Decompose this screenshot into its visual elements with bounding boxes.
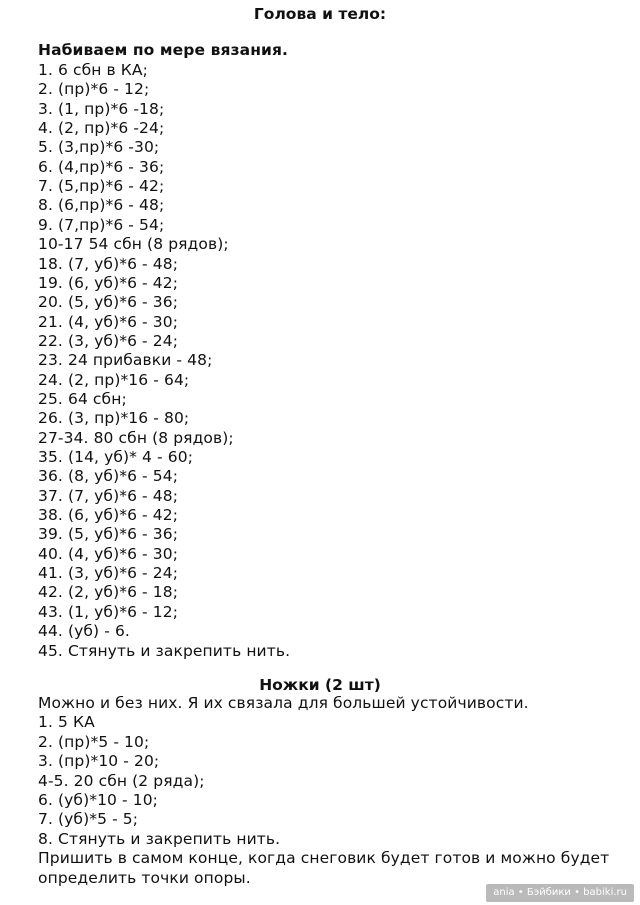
pattern-row: 40. (4, уб)*6 - 30; bbox=[38, 544, 179, 563]
pattern-row: 20. (5, уб)*6 - 36; bbox=[38, 293, 179, 312]
pattern-row: 22. (3, уб)*6 - 24; bbox=[38, 331, 179, 350]
legs-pattern-row: 1. 5 КА bbox=[38, 713, 95, 732]
pattern-row: 19. (6, уб)*6 - 42; bbox=[38, 273, 179, 292]
pattern-row: 26. (3, пр)*16 - 80; bbox=[38, 409, 190, 428]
pattern-row: 10-17 54 сбн (8 рядов); bbox=[38, 235, 229, 254]
pattern-row: 5. (3,пр)*6 -30; bbox=[38, 138, 160, 157]
pattern-row: 7. (5,пр)*6 - 42; bbox=[38, 177, 165, 196]
pattern-row: 42. (2, уб)*6 - 18; bbox=[38, 583, 179, 602]
section-subtitle: Набиваем по мере вязания. bbox=[38, 41, 289, 59]
legs-pattern-row: 6. (уб)*10 - 10; bbox=[38, 791, 159, 809]
pattern-row: 25. 64 сбн; bbox=[38, 389, 127, 408]
legs-pattern-row: Можно и без них. Я их связала для большей устойчивости. bbox=[38, 694, 529, 712]
pattern-row: 1. 6 сбн в КА; bbox=[38, 61, 148, 79]
pattern-row: 6. (4,пр)*6 - 36; bbox=[38, 157, 165, 176]
legs-pattern-row: 8. Стянуть и закрепить нить. bbox=[38, 829, 281, 848]
pattern-row: 44. (уб) - 6. bbox=[38, 622, 130, 641]
legs-pattern-row: 4-5. 20 сбн (2 ряда); bbox=[38, 771, 205, 790]
section-title-legs: Ножки (2 шт) bbox=[259, 676, 381, 694]
pattern-row: 8. (6,пр)*6 - 48; bbox=[38, 196, 165, 215]
legs-pattern-row: Пришить в самом конце, когда снеговик будет готов и можно будет bbox=[38, 849, 610, 868]
pattern-row: 2. (пр)*6 - 12; bbox=[38, 80, 150, 99]
pattern-row: 9. (7,пр)*6 - 54; bbox=[38, 215, 165, 234]
pattern-row: 43. (1, уб)*6 - 12; bbox=[38, 602, 179, 621]
pattern-row: 21. (4, уб)*6 - 30; bbox=[38, 312, 179, 331]
pattern-row: 45. Стянуть и закрепить нить. bbox=[38, 641, 291, 660]
pattern-row: 35. (14, уб)* 4 - 60; bbox=[38, 448, 194, 466]
pattern-row: 38. (6, уб)*6 - 42; bbox=[38, 506, 179, 525]
pattern-row: 23. 24 прибавки - 48; bbox=[38, 351, 213, 370]
pattern-row: 37. (7, уб)*6 - 48; bbox=[38, 486, 179, 505]
pattern-row: 3. (1, пр)*6 -18; bbox=[38, 99, 165, 118]
legs-pattern-row: определить точки опоры. bbox=[38, 868, 251, 887]
legs-pattern-row: 7. (уб)*5 - 5; bbox=[38, 810, 139, 829]
pattern-row: 39. (5, уб)*6 - 36; bbox=[38, 525, 179, 544]
pattern-row: 4. (2, пр)*6 -24; bbox=[38, 119, 165, 138]
pattern-row: 41. (3, уб)*6 - 24; bbox=[38, 564, 179, 583]
legs-pattern-row: 2. (пр)*5 - 10; bbox=[38, 732, 150, 751]
pattern-row: 36. (8, уб)*6 - 54; bbox=[38, 467, 179, 486]
site-watermark: ania • Бэйбики • babiki.ru bbox=[486, 884, 634, 902]
section-title-head-body: Голова и тело: bbox=[253, 5, 387, 23]
pattern-row: 18. (7, уб)*6 - 48; bbox=[38, 254, 179, 273]
legs-pattern-row: 3. (пр)*10 - 20; bbox=[38, 752, 160, 771]
pattern-row: 27-34. 80 сбн (8 рядов); bbox=[38, 428, 234, 447]
pattern-row: 24. (2, пр)*16 - 64; bbox=[38, 370, 190, 389]
